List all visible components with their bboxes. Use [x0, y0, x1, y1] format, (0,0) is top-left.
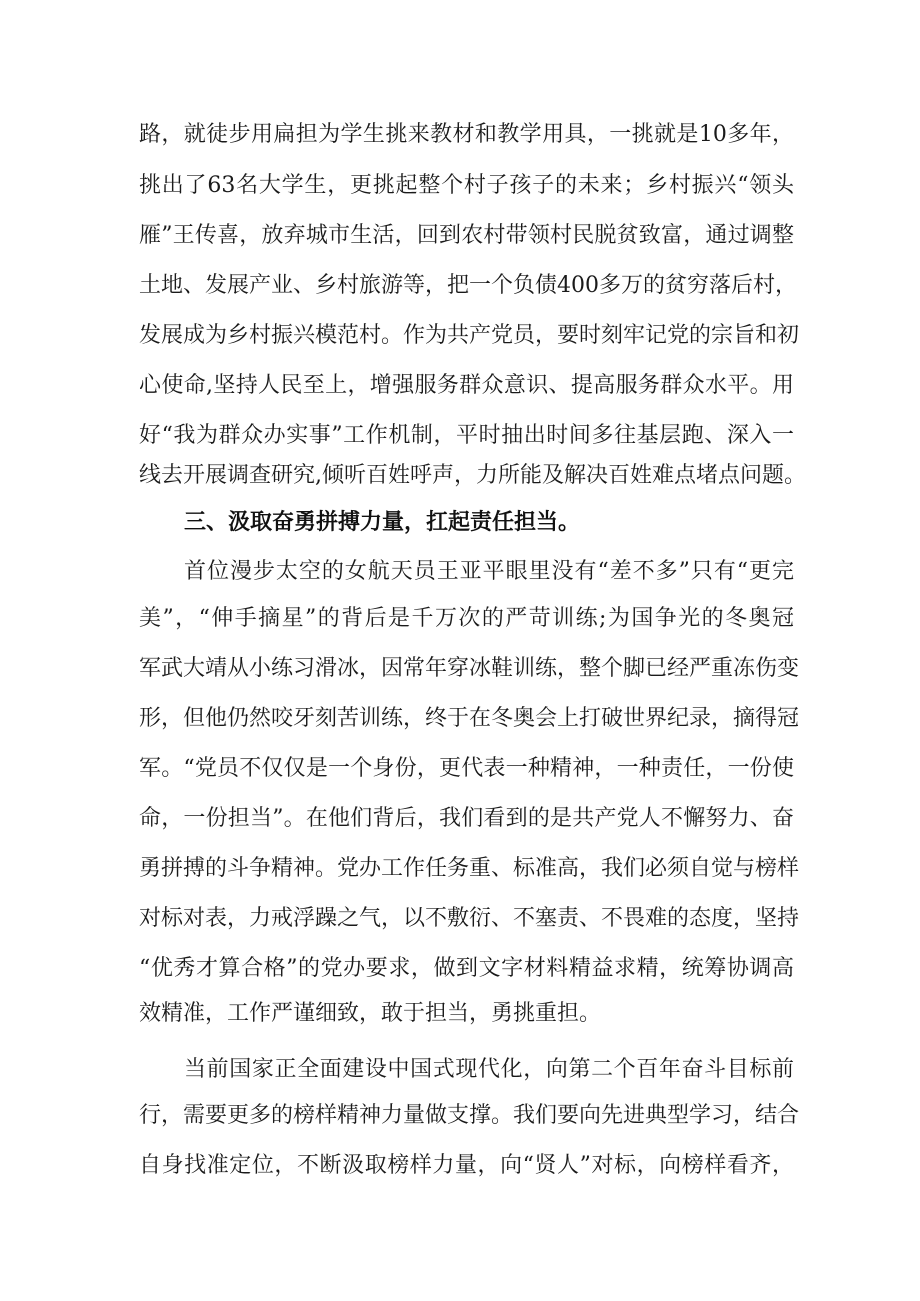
body-text-line: 行，需要更多的榜样精神力量做支撑。我们要向先进典型学习，结合 — [139, 1103, 800, 1128]
body-text-line: 效精准，工作严谨细致，敢于担当，勇挑重担。 — [139, 1001, 602, 1026]
body-text-line: 对标对表，力戒浮躁之气，以不敷衍、不塞责、不畏难的态度，坚持 — [139, 906, 800, 931]
body-text-line: 挑出了63名大学生，更挑起整个村子孩子的未来；乡村振兴“领头 — [139, 173, 794, 198]
body-text-line: 美”，“伸手摘星”的背后是千万次的严苛训练;为国争光的冬奥冠 — [139, 606, 794, 631]
body-text-line: 军武大靖从小练习滑冰，因常年穿冰鞋训练，整个脚已经严重冻伤变 — [139, 656, 800, 681]
body-text-line: 线去开展调查研究,倾听百姓呼声，力所能及解决百姓难点堵点问题。 — [139, 463, 806, 488]
body-text-line: 心使命,坚持人民至上，增强服务群众意识、提高服务群众水平。用 — [139, 373, 794, 398]
body-text-line: 军。“党员不仅仅是一个身份，更代表一种精神，一种责任，一份使 — [139, 756, 794, 781]
body-text-line: 好“我为群众办实事”工作机制，平时抽出时间多往基层跑、深入一 — [139, 423, 794, 448]
body-text-line: 当前国家正全面建设中国式现代化，向第二个百年奋斗目标前 — [184, 1057, 794, 1082]
body-text-line: 勇拼搏的斗争精神。党办工作任务重、标准高，我们必须自觉与榜样 — [139, 856, 800, 881]
body-text-line: 形，但他仍然咬牙刻苦训练，终于在冬奥会上打破世界纪录，摘得冠 — [139, 706, 800, 731]
body-text-line: 发展成为乡村振兴模范村。作为共产党员，要时刻牢记党的宗旨和初 — [139, 323, 800, 348]
body-text-line: 命，一份担当”。在他们背后，我们看到的是共产党人不懈努力、奋 — [139, 806, 794, 831]
body-text-line: “优秀才算合格”的党办要求，做到文字材料精益求精，统筹协调高 — [139, 956, 794, 981]
body-text-line: 路，就徒步用扁担为学生挑来教材和教学用具，一挑就是10多年， — [139, 122, 794, 147]
body-text-line: 自身找准定位，不断汲取榜样力量，向“贤人”对标，向榜样看齐， — [139, 1153, 794, 1178]
body-text-line: 土地、发展产业、乡村旅游等，把一个负债400多万的贫穷落后村， — [139, 273, 797, 298]
body-text-line: 首位漫步太空的女航天员王亚平眼里没有“差不多”只有“更完 — [184, 559, 794, 584]
body-text-line: 雁”王传喜，放弃城市生活，回到农村带领村民脱贫致富，通过调整 — [139, 223, 794, 248]
section-heading: 三、汲取奋勇拼搏力量，扛起责任担当。 — [184, 510, 581, 535]
